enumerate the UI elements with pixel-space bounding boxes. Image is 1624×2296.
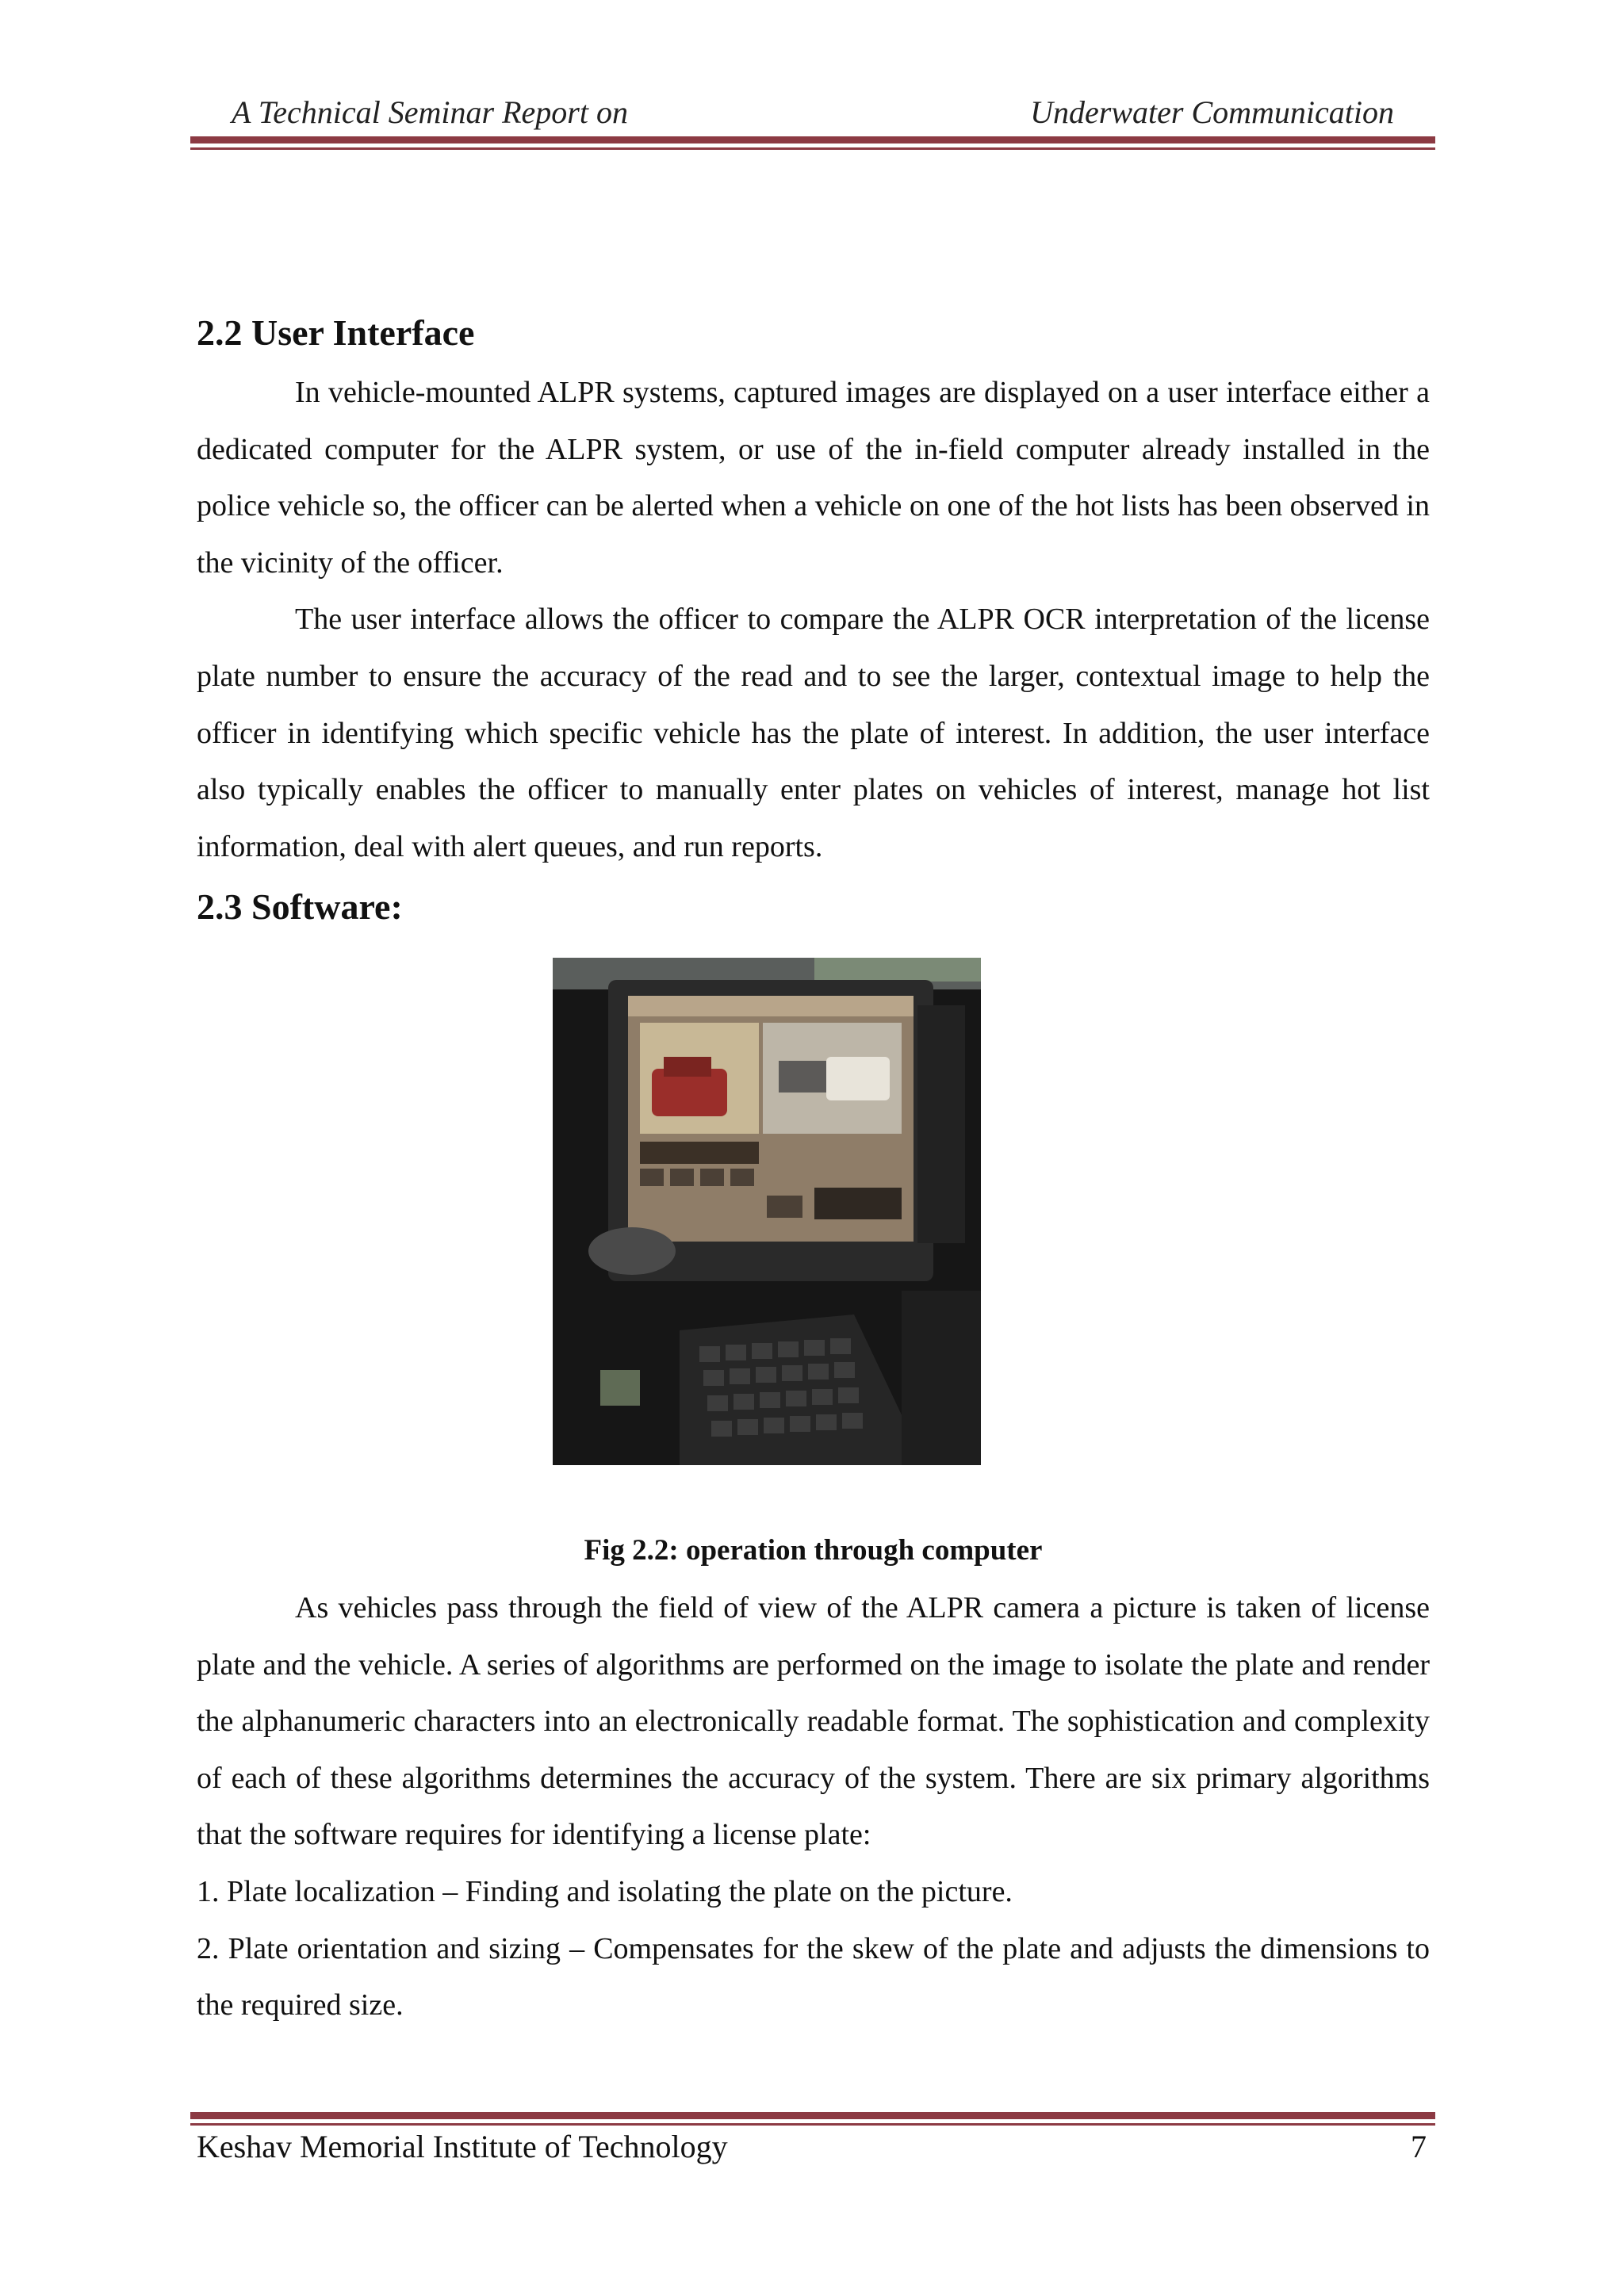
paragraph: The user interface allows the officer to compare the ALPR OCR interpretation of the license plate number to ensure the accuracy of the read and to see the larger, contextual image to help the officer in identifying which specific vehicle has the plate of interest. In addition, the user interface also typically enables the officer to manually enter plates on vehicles of interest, manage hot list information, deal with alert queues, and run reports. <box>197 603 1430 863</box>
header-topic: Underwater Communication <box>1030 94 1394 130</box>
section-heading-user-interface: 2.2 User Interface <box>197 312 475 353</box>
alpr-computer-illustration <box>553 958 981 1465</box>
footer-rule <box>190 2112 1435 2126</box>
page-footer <box>197 2128 1430 2175</box>
figure-caption: Fig 2.2: operation through computer <box>584 1533 1043 1567</box>
page-content <box>197 301 1430 2034</box>
page-header <box>190 89 1435 140</box>
list-item: 2. Plate orientation and sizing – Compensates for the skew of the plate and adjusts the dimensions to the required size. <box>197 1931 1430 2022</box>
footer-institute: Keshav Memorial Institute of Technology <box>197 2129 728 2164</box>
section-heading-software: 2.3 Software: <box>197 886 403 928</box>
paragraph: In vehicle-mounted ALPR systems, captured images are displayed on a user interface either a dedicated computer for the ALPR system, or use of the in-field computer already installed in the police vehicle so, the officer can be alerted when a vehicle on one of the hot lists has been observed in the vicinity of the officer. <box>197 376 1430 580</box>
header-report-title: A Technical Seminar Report on <box>232 94 628 130</box>
list-item: 1. Plate localization – Finding and isolating the plate on the picture. <box>197 1874 1013 1908</box>
figure-photo-alpr-computer <box>553 958 981 1465</box>
figure <box>197 958 1430 1580</box>
header-rule <box>190 136 1435 150</box>
paragraph: As vehicles pass through the field of view of the ALPR camera a picture is taken of license plate and the vehicle. A series of algorithms are performed on the image to isolate the plate and render the alphanumeric characters into an electronically readable format. The sophistication and complexity of each of these algorithms determines the accuracy of the system. There are six primary algorithms that the software requires for identifying a license plate: <box>197 1590 1430 1852</box>
page-number: 7 <box>1411 2129 1427 2164</box>
